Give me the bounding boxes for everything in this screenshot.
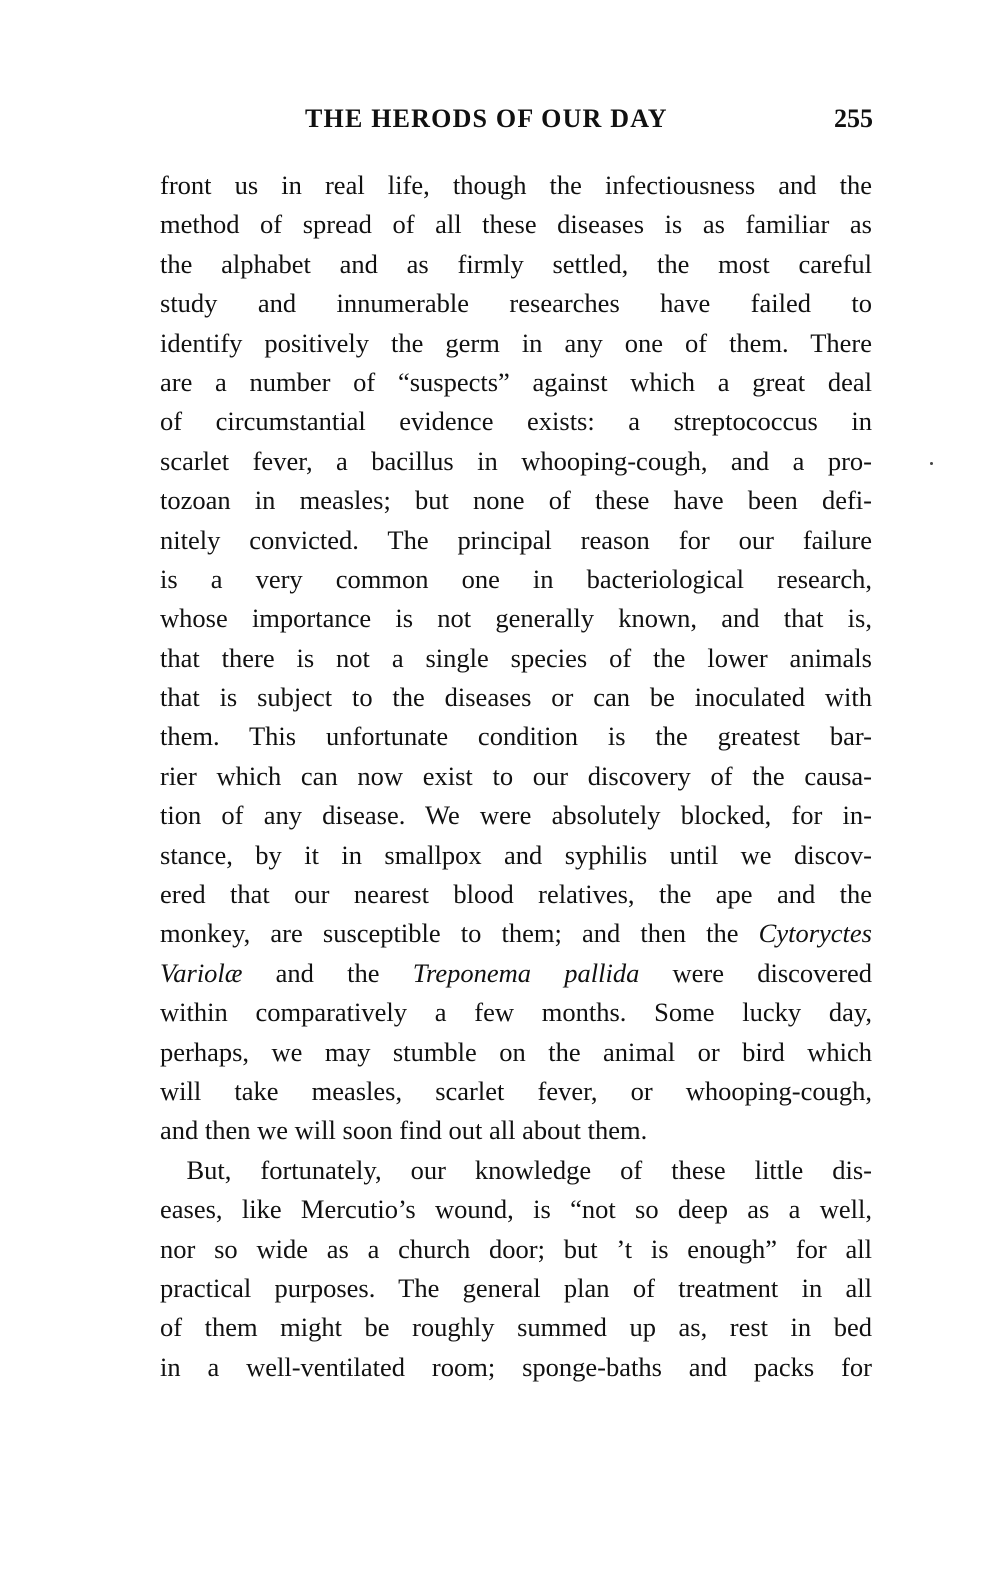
text-line xyxy=(160,836,872,875)
text-segment: of circumstantial evidence exists: a streptococcus in xyxy=(160,406,872,437)
text-line xyxy=(160,796,872,835)
text-line xyxy=(160,914,872,953)
text-line xyxy=(160,1269,872,1308)
page-number: 255 xyxy=(834,104,873,133)
text-segment: tozoan in measles; but none of these have been defi- xyxy=(160,485,872,516)
body-text xyxy=(160,166,872,1387)
scan-speck xyxy=(930,462,933,465)
text-line xyxy=(160,954,872,993)
text-segment: and then we will soon find out all about them. xyxy=(160,1115,648,1146)
text-line xyxy=(160,245,872,284)
running-header xyxy=(160,104,873,140)
text-line xyxy=(160,402,872,441)
text-segment: stance, by it in smallpox and syphilis until we discov- xyxy=(160,839,872,870)
text-line xyxy=(160,1111,872,1150)
paragraph xyxy=(160,166,872,1151)
text-line xyxy=(160,1190,872,1229)
text-segment: scarlet fever, a bacillus in whooping-cough, and a pro- xyxy=(160,445,872,476)
text-segment: tion of any disease. We were absolutely blocked, for in- xyxy=(160,800,872,831)
text-line xyxy=(160,1151,872,1190)
text-segment: monkey, are susceptible to them; and then the xyxy=(160,918,759,949)
text-segment: study and innumerable researches have failed to xyxy=(160,288,872,319)
text-line xyxy=(160,717,872,756)
text-segment: nitely convicted. The principal reason for our failure xyxy=(160,524,872,555)
text-segment: the alphabet and as firmly settled, the most careful xyxy=(160,248,872,279)
text-line xyxy=(160,442,872,481)
text-line xyxy=(160,757,872,796)
italic-text: Treponema xyxy=(412,957,532,988)
text-segment: were discovered xyxy=(639,957,873,988)
text-segment: ered that our nearest blood relatives, the ape and the xyxy=(160,879,872,910)
text-segment: within comparatively a few months. Some lucky day, xyxy=(160,997,872,1028)
italic-text: Variolæ xyxy=(160,957,243,988)
text-line xyxy=(160,1308,872,1347)
text-segment: method of spread of all these diseases is as familiar as xyxy=(160,209,872,240)
text-segment: practical purposes. The general plan of treatment in all xyxy=(160,1272,872,1303)
text-segment: in a well-ventilated room; sponge-baths and packs for xyxy=(160,1351,872,1382)
text-line xyxy=(160,166,872,205)
text-line xyxy=(160,1033,872,1072)
text-segment: nor so wide as a church door; but ’t is enough” for all xyxy=(160,1233,872,1264)
text-segment: But, fortunately, our knowledge of these little dis- xyxy=(160,1154,872,1185)
text-segment: that there is not a single species of the lower animals xyxy=(160,642,872,673)
text-segment: will take measles, scarlet fever, or whooping-cough, xyxy=(160,1075,872,1106)
text-segment: of them might be roughly summed up as, rest in bed xyxy=(160,1312,872,1343)
text-line xyxy=(160,324,872,363)
text-line xyxy=(160,481,872,520)
text-line xyxy=(160,284,872,323)
text-line xyxy=(160,205,872,244)
text-segment: perhaps, we may stumble on the animal or bird which xyxy=(160,1036,872,1067)
text-segment: that is subject to the diseases or can be inoculated with xyxy=(160,682,872,713)
text-segment: them. This unfortunate condition is the greatest bar- xyxy=(160,721,872,752)
text-line xyxy=(160,1348,872,1387)
text-segment: eases, like Mercutio’s wound, is “not so deep as a well, xyxy=(160,1194,872,1225)
text-line xyxy=(160,521,872,560)
running-title: THE HERODS OF OUR DAY xyxy=(305,104,668,133)
italic-text: Cytoryctes xyxy=(758,918,872,949)
text-segment: whose importance is not generally known, and that is, xyxy=(160,603,872,634)
italic-text: pallida xyxy=(564,957,640,988)
text-line xyxy=(160,599,872,638)
paragraph xyxy=(160,1151,872,1387)
text-segment: front us in real life, though the infectiousness and the xyxy=(160,170,872,200)
text-segment: and the xyxy=(242,957,413,988)
text-segment xyxy=(531,958,564,988)
text-line xyxy=(160,1072,872,1111)
text-line xyxy=(160,363,872,402)
text-segment: is a very common one in bacteriological research, xyxy=(160,563,872,594)
text-line xyxy=(160,639,872,678)
text-line xyxy=(160,875,872,914)
text-line xyxy=(160,560,872,599)
text-segment: identify positively the germ in any one of them. There xyxy=(160,327,872,358)
text-line xyxy=(160,993,872,1032)
text-segment: are a number of “suspects” against which a great deal xyxy=(160,366,872,397)
text-line xyxy=(160,1230,872,1269)
text-segment: rier which can now exist to our discovery of the causa- xyxy=(160,760,872,791)
text-line xyxy=(160,678,872,717)
